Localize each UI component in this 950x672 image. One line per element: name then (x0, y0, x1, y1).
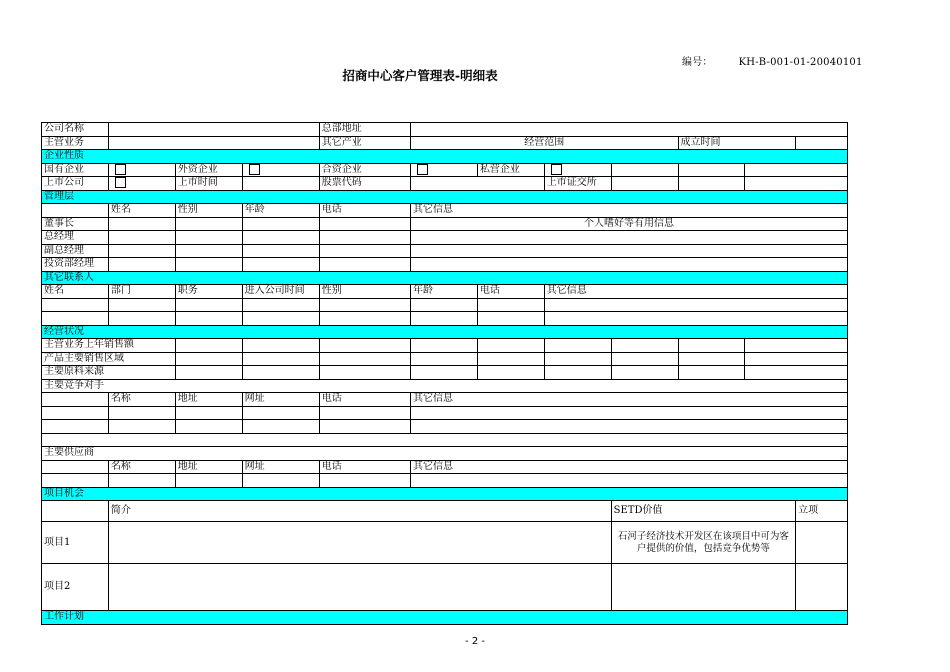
founded-label: 成立时间 (678, 136, 796, 150)
cell[interactable] (175, 217, 242, 231)
project-2-label: 项目2 (42, 564, 109, 611)
region-row (42, 352, 848, 366)
cell[interactable] (108, 474, 175, 488)
doc-no-label: 编号： (682, 57, 713, 68)
business-scope-label: 经营范围 (410, 136, 678, 150)
cell[interactable] (175, 352, 242, 366)
cell[interactable] (319, 217, 410, 231)
materials-row (42, 366, 848, 380)
cell[interactable] (42, 420, 109, 434)
col-name: 姓名 (108, 204, 175, 218)
cell[interactable] (544, 352, 611, 366)
management-section-title: 管理层 (42, 190, 848, 204)
listing-time-field[interactable] (242, 177, 319, 191)
col-phone: 电话 (319, 460, 410, 474)
project-row (42, 564, 848, 611)
cell[interactable] (410, 352, 477, 366)
cell[interactable] (175, 312, 242, 326)
nature-row (42, 163, 848, 177)
supplier-row (42, 474, 848, 488)
cell[interactable] (745, 339, 848, 353)
cell[interactable] (477, 339, 544, 353)
cell[interactable] (319, 352, 410, 366)
cell[interactable] (319, 339, 410, 353)
company-name-label: 公司名称 (42, 123, 109, 137)
cell[interactable] (242, 474, 319, 488)
business-row (42, 136, 848, 150)
cell[interactable] (175, 231, 242, 245)
cell[interactable] (175, 258, 242, 272)
section-operation (42, 325, 848, 339)
customer-detail-form (41, 122, 848, 625)
cell[interactable] (108, 298, 175, 312)
section-projects (42, 487, 848, 501)
blank-cell[interactable] (745, 177, 848, 191)
other-industry-label: 其它产业 (319, 136, 410, 150)
cell[interactable] (477, 298, 544, 312)
cell[interactable] (319, 244, 410, 258)
state-owned-checkbox[interactable] (115, 164, 126, 175)
blank-cell (42, 501, 109, 522)
competitors-row (42, 379, 848, 393)
col-name: 名称 (108, 460, 175, 474)
cell[interactable] (544, 312, 847, 326)
cell[interactable] (242, 366, 319, 380)
blank-cell (42, 204, 109, 218)
contacts-header (42, 285, 848, 299)
col-address: 地址 (175, 460, 242, 474)
cell[interactable] (611, 339, 678, 353)
cell[interactable] (544, 298, 847, 312)
cell[interactable] (42, 474, 109, 488)
blank-cell[interactable] (745, 163, 848, 177)
spacer-cell (42, 433, 848, 447)
section-nature (42, 150, 848, 164)
cell[interactable] (242, 258, 319, 272)
project-1-approved[interactable] (796, 522, 848, 564)
hq-address-field[interactable] (410, 123, 847, 137)
blank-cell (42, 393, 109, 407)
cell[interactable] (242, 312, 319, 326)
cell[interactable] (42, 312, 109, 326)
cell[interactable] (108, 217, 175, 231)
col-gender: 性别 (319, 285, 410, 299)
col-other-info: 其它信息 (410, 393, 847, 407)
cell[interactable] (108, 406, 175, 420)
section-contacts (42, 271, 848, 285)
operation-section-title: 经营状况 (42, 325, 848, 339)
projects-section-title: 项目机会 (42, 487, 848, 501)
competitor-row (42, 406, 848, 420)
col-age: 年龄 (242, 204, 319, 218)
role-label: 董事长 (42, 217, 109, 231)
sales-label: 主营业务上年销售额 (42, 339, 176, 353)
cell[interactable] (242, 420, 319, 434)
spacer-row (42, 433, 848, 447)
project-1-label: 项目1 (42, 522, 109, 564)
competitor-row (42, 420, 848, 434)
project-2-value[interactable] (611, 564, 795, 611)
cell[interactable] (410, 298, 477, 312)
main-business-label: 主营业务 (42, 136, 109, 150)
cell[interactable] (410, 406, 847, 420)
col-phone: 电话 (319, 204, 410, 218)
col-age: 年龄 (410, 285, 477, 299)
exchange-label: 上市证交所 (544, 177, 611, 191)
cell[interactable] (611, 366, 678, 380)
materials-label: 主要原料来源 (42, 366, 176, 380)
cell[interactable] (242, 339, 319, 353)
listed-label: 上市公司 (42, 177, 109, 191)
col-department: 部门 (108, 285, 175, 299)
cell[interactable] (175, 244, 242, 258)
cell[interactable] (678, 366, 745, 380)
blank-cell[interactable] (678, 177, 745, 191)
cell[interactable] (108, 420, 175, 434)
company-row (42, 123, 848, 137)
stock-code-field[interactable] (410, 177, 544, 191)
other-info-note[interactable]: 个人嗜好等有用信息 (410, 217, 847, 231)
management-header (42, 204, 848, 218)
project-2-approved[interactable] (796, 564, 848, 611)
cell[interactable] (745, 366, 848, 380)
section-work-plan (42, 611, 848, 625)
cell[interactable] (242, 217, 319, 231)
cell[interactable] (319, 298, 410, 312)
page-title: 招商中心客户管理表-明细表 (342, 68, 498, 83)
cell[interactable] (175, 298, 242, 312)
blank-cell[interactable] (611, 177, 678, 191)
private-checkbox[interactable] (551, 164, 562, 175)
cell[interactable] (410, 474, 847, 488)
listing-time-label: 上市时间 (175, 177, 242, 191)
joint-cell[interactable] (410, 163, 477, 177)
cell[interactable] (319, 231, 410, 245)
cell[interactable] (242, 244, 319, 258)
cell[interactable] (544, 339, 611, 353)
col-other-info: 其它信息 (544, 285, 847, 299)
contacts-section-title: 其它联系人 (42, 271, 848, 285)
cell[interactable] (175, 339, 242, 353)
cell[interactable] (242, 231, 319, 245)
col-other-info: 其它信息 (410, 204, 847, 218)
suppliers-row (42, 447, 848, 461)
cell[interactable] (319, 474, 410, 488)
col-intro: 简介 (108, 501, 611, 522)
contacts-row (42, 298, 848, 312)
section-management (42, 190, 848, 204)
col-phone: 电话 (477, 285, 544, 299)
cell[interactable] (175, 366, 242, 380)
private-label: 私营企业 (477, 163, 544, 177)
cell[interactable] (319, 312, 410, 326)
col-address: 地址 (175, 393, 242, 407)
competitors-header (42, 393, 848, 407)
hq-address-label: 总部地址 (319, 123, 410, 137)
cell[interactable] (410, 244, 847, 258)
col-website: 网址 (242, 460, 319, 474)
cell[interactable] (242, 352, 319, 366)
cell[interactable] (108, 231, 175, 245)
work-plan-section-title: 工作计划 (42, 611, 848, 625)
cell[interactable] (410, 420, 847, 434)
cell[interactable] (319, 258, 410, 272)
cell[interactable] (410, 258, 847, 272)
project-1-intro[interactable] (108, 522, 611, 564)
cell[interactable] (42, 406, 109, 420)
col-name: 姓名 (42, 285, 109, 299)
cell[interactable] (108, 244, 175, 258)
doc-no-value: KH-B-001-01-20040101 (738, 57, 863, 68)
role-label: 总经理 (42, 231, 109, 245)
stock-code-label: 股票代码 (319, 177, 410, 191)
cell[interactable] (410, 339, 477, 353)
private-cell[interactable] (544, 163, 611, 177)
main-business-field[interactable] (108, 136, 319, 150)
suppliers-header (42, 460, 848, 474)
page-number: - 2 - (465, 636, 485, 647)
management-row (42, 231, 848, 245)
nature-section-title: 企业性质 (42, 150, 848, 164)
sales-row (42, 339, 848, 353)
company-name-field[interactable] (108, 123, 319, 137)
cell[interactable] (319, 406, 410, 420)
cell[interactable] (108, 258, 175, 272)
blank-cell[interactable] (611, 163, 678, 177)
cell[interactable] (745, 352, 848, 366)
listed-cell[interactable] (108, 177, 175, 191)
project-2-intro[interactable] (108, 564, 611, 611)
cell[interactable] (319, 420, 410, 434)
cell[interactable] (42, 298, 109, 312)
management-row (42, 217, 848, 231)
role-label: 副总经理 (42, 244, 109, 258)
joint-checkbox[interactable] (417, 164, 428, 175)
cell[interactable] (410, 312, 477, 326)
management-row (42, 258, 848, 272)
competitors-label: 主要竞争对手 (42, 379, 848, 393)
blank-cell (42, 460, 109, 474)
cell[interactable] (319, 366, 410, 380)
listed-checkbox[interactable] (115, 177, 126, 188)
col-other-info: 其它信息 (410, 460, 847, 474)
foreign-checkbox[interactable] (249, 164, 260, 175)
role-label: 投资部经理 (42, 258, 109, 272)
cell[interactable] (108, 312, 175, 326)
col-gender: 性别 (175, 204, 242, 218)
foreign-label: 外资企业 (175, 163, 242, 177)
cell[interactable] (242, 406, 319, 420)
suppliers-label: 主要供应商 (42, 447, 848, 461)
project-1-value[interactable]: 石河子经济技术开发区在该项目中可为客户提供的价值，包括竞争优势等 (611, 522, 795, 564)
cell[interactable] (678, 339, 745, 353)
blank-cell[interactable] (678, 163, 745, 177)
col-join-date: 进入公司时间 (242, 285, 319, 299)
cell[interactable] (410, 366, 477, 380)
col-website: 网址 (242, 393, 319, 407)
foreign-cell[interactable] (242, 163, 319, 177)
founded-field[interactable] (796, 136, 848, 150)
cell[interactable] (175, 474, 242, 488)
cell[interactable] (410, 231, 847, 245)
contacts-row (42, 312, 848, 326)
cell[interactable] (611, 352, 678, 366)
cell[interactable] (678, 352, 745, 366)
col-phone: 电话 (319, 393, 410, 407)
col-name: 名称 (108, 393, 175, 407)
cell[interactable] (544, 366, 611, 380)
col-position: 职务 (175, 285, 242, 299)
joint-label: 合资企业 (319, 163, 410, 177)
cell[interactable] (477, 312, 544, 326)
management-row (42, 244, 848, 258)
region-label: 产品主要销售区域 (42, 352, 176, 366)
cell[interactable] (175, 420, 242, 434)
listing-row (42, 177, 848, 191)
col-approved: 立项 (796, 501, 848, 522)
col-setd-value: SETD价值 (611, 501, 795, 522)
state-owned-cell[interactable] (108, 163, 175, 177)
cell[interactable] (477, 352, 544, 366)
project-row (42, 522, 848, 564)
state-owned-label: 国有企业 (42, 163, 109, 177)
projects-header (42, 501, 848, 522)
cell[interactable] (242, 298, 319, 312)
cell[interactable] (477, 366, 544, 380)
cell[interactable] (175, 406, 242, 420)
